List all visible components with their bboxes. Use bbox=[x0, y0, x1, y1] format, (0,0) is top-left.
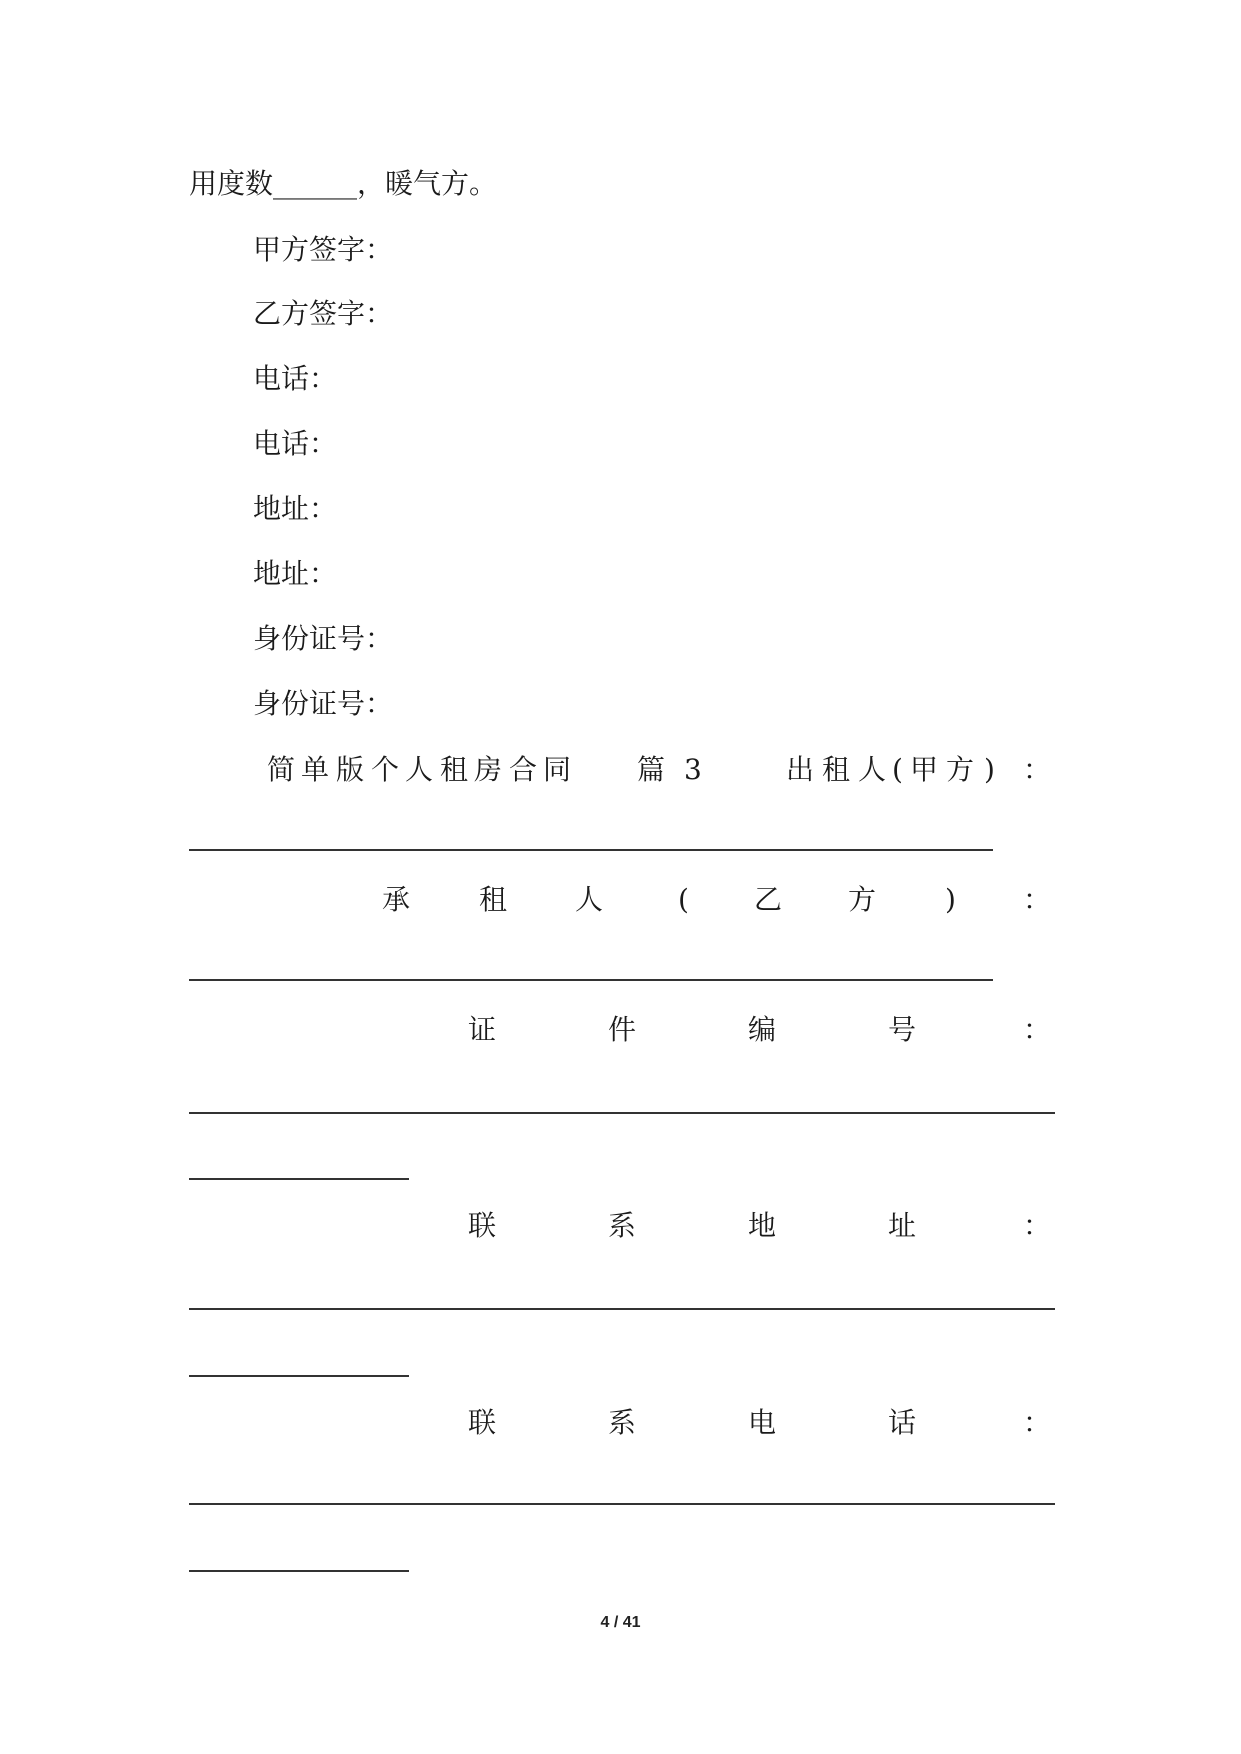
section-number: 3 bbox=[684, 753, 702, 786]
address-label-a: 地址： bbox=[253, 492, 338, 525]
title-char: 个 bbox=[371, 753, 400, 786]
phone-char: 话 bbox=[888, 1406, 917, 1439]
party-a-signature-label: 甲方签字： bbox=[253, 233, 394, 266]
address-label-b: 地址： bbox=[253, 557, 338, 590]
title-char: 同 bbox=[543, 753, 572, 786]
id-number-char: 号 bbox=[888, 1013, 917, 1046]
page-number: 4 / 41 bbox=[600, 1614, 641, 1631]
fill-in-rule bbox=[189, 979, 993, 981]
lessee-char: 乙 bbox=[754, 883, 783, 916]
lessee-char: 租 bbox=[479, 883, 508, 916]
lessor-char: 人 bbox=[858, 753, 887, 786]
lessee-char: ) bbox=[945, 883, 956, 916]
lessor-char: 出 bbox=[786, 753, 815, 786]
lessor-char: ( bbox=[892, 753, 903, 786]
phone-char: ： bbox=[1023, 1406, 1052, 1439]
title-char: 版 bbox=[336, 753, 365, 786]
section-label: 篇 bbox=[637, 753, 666, 786]
title-char: 人 bbox=[405, 753, 434, 786]
fill-in-rule bbox=[189, 1112, 1055, 1114]
fill-in-rule bbox=[189, 849, 993, 851]
id-number-char: 编 bbox=[748, 1013, 777, 1046]
fill-in-rule bbox=[189, 1178, 409, 1180]
fill-in-rule bbox=[189, 1375, 409, 1377]
lessor-char: 方 bbox=[946, 753, 975, 786]
address-char: 系 bbox=[608, 1209, 637, 1242]
phone-label-a: 电话： bbox=[253, 362, 338, 395]
id-number-char: ： bbox=[1023, 1013, 1052, 1046]
party-b-signature-label: 乙方签字： bbox=[253, 297, 394, 330]
fill-in-rule bbox=[189, 1308, 1055, 1310]
fill-in-rule bbox=[189, 1503, 1055, 1505]
title-char: 合 bbox=[509, 753, 538, 786]
id-number-label-b: 身份证号： bbox=[253, 687, 394, 720]
lessor-char: ： bbox=[1023, 753, 1052, 786]
phone-label-b: 电话： bbox=[253, 427, 338, 460]
id-number-label-a: 身份证号： bbox=[253, 622, 394, 655]
id-number-char: 证 bbox=[468, 1013, 497, 1046]
phone-char: 电 bbox=[748, 1406, 777, 1439]
lessee-char: ： bbox=[1023, 883, 1052, 916]
lessee-char: 人 bbox=[575, 883, 604, 916]
address-char: 地 bbox=[748, 1209, 777, 1242]
address-char: ： bbox=[1023, 1209, 1052, 1242]
title-char: 房 bbox=[474, 753, 503, 786]
fill-in-rule bbox=[189, 1570, 409, 1572]
lessor-char: 租 bbox=[822, 753, 851, 786]
paragraph-utility-reading: 用度数______，暖气方。 bbox=[189, 167, 498, 200]
lessee-char: 方 bbox=[848, 883, 877, 916]
title-char: 单 bbox=[301, 753, 330, 786]
lessor-char: ) bbox=[984, 753, 995, 786]
address-char: 址 bbox=[888, 1209, 917, 1242]
lessor-char: 甲 bbox=[910, 753, 939, 786]
phone-char: 联 bbox=[468, 1406, 497, 1439]
lessee-char: ( bbox=[678, 883, 689, 916]
title-char: 简 bbox=[267, 753, 296, 786]
title-char: 租 bbox=[440, 753, 469, 786]
address-char: 联 bbox=[468, 1209, 497, 1242]
lessee-char: 承 bbox=[382, 883, 411, 916]
id-number-char: 件 bbox=[608, 1013, 637, 1046]
phone-char: 系 bbox=[608, 1406, 637, 1439]
